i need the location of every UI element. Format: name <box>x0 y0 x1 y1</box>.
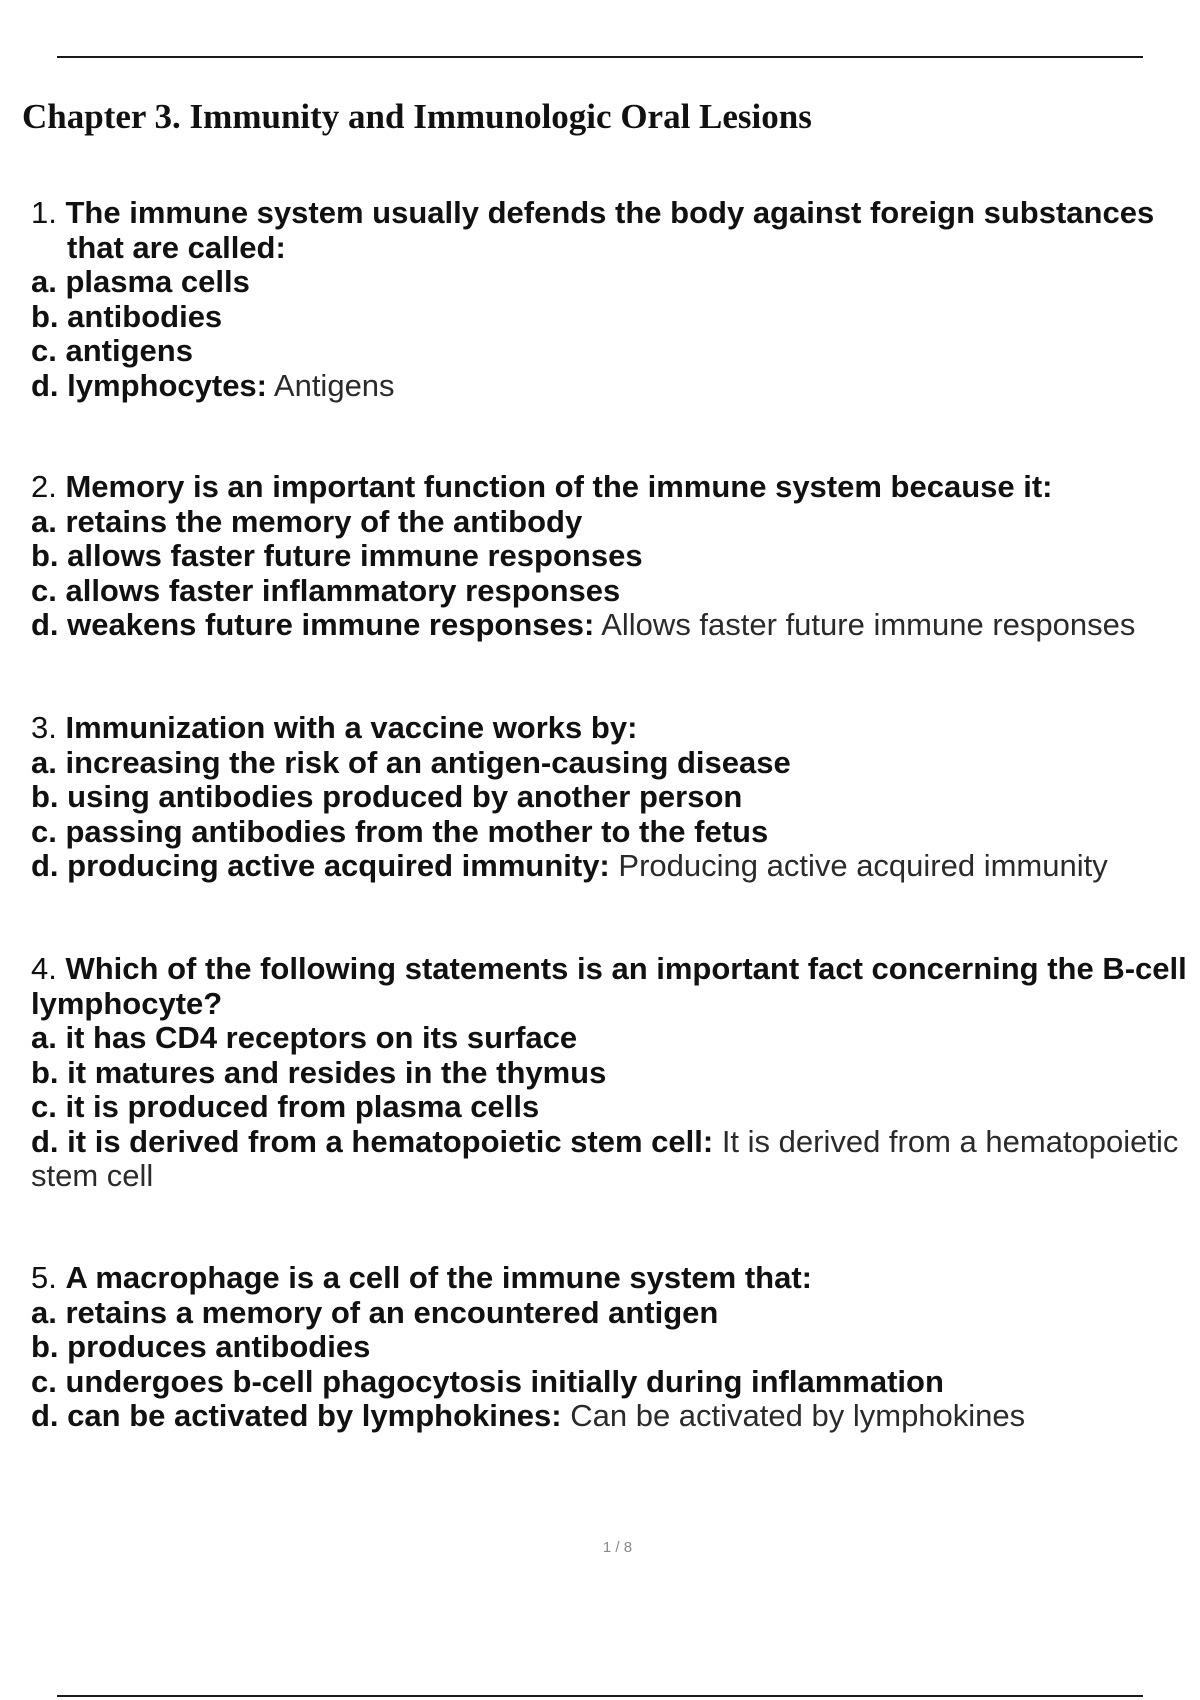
chapter-title: Chapter 3. Immunity and Immunologic Oral Lesions <box>22 97 812 136</box>
question-4-text: Which of the following statements is an important fact concerning the B-cell <box>65 951 1187 986</box>
question-1-stem <box>31 196 1200 231</box>
question-5-option-a: a. retains a memory of an encountered antigen <box>31 1294 719 1330</box>
question-2-text: Memory is an important function of the immune system because it: <box>65 469 1053 504</box>
question-1 <box>31 196 1200 403</box>
question-2-option-b: b. allows faster future immune responses <box>31 538 643 573</box>
question-4-answer-continued <box>31 1159 1200 1194</box>
question-1-option-d: d. lymphocytes: Antigens <box>31 367 395 403</box>
question-3-number: 3. <box>31 710 57 745</box>
question-1-answer: Antigens <box>273 367 395 403</box>
question-2-option-a: a. retains the memory of the antibody <box>31 503 583 539</box>
question-1-text: The immune system usually defends the body against foreign substances <box>65 195 1155 230</box>
question-2-stem <box>31 470 1200 505</box>
question-5-answer: Can be activated by lymphokines <box>570 1398 1026 1433</box>
question-1-text-line2: that are called: <box>67 229 286 265</box>
question-5 <box>31 1261 1200 1434</box>
question-2-number: 2. <box>31 469 57 504</box>
question-5-text: A macrophage is a cell of the immune system that: <box>65 1260 812 1295</box>
top-rule <box>57 56 1143 58</box>
question-3-option-a: a. increasing the risk of an antigen-causing disease <box>31 744 791 780</box>
question-2-option-d: d. weakens future immune responses: Allows faster future immune responses <box>31 607 1136 642</box>
bottom-rule <box>57 1695 1143 1697</box>
question-1-stem-continued <box>31 231 1200 266</box>
question-3-stem <box>31 711 1200 746</box>
page-number: 1 / 8 <box>602 1539 633 1556</box>
question-2-answer: Allows faster future immune responses <box>601 607 1136 642</box>
question-3-text: Immunization with a vaccine works by: <box>65 710 638 745</box>
question-5-option-c: c. undergoes b-cell phagocytosis initially during inflammation <box>31 1363 944 1399</box>
question-4-text-line2: lymphocyte? <box>31 985 223 1021</box>
question-5-number: 5. <box>31 1260 57 1295</box>
question-4-number: 4. <box>31 951 57 986</box>
question-4-option-c: c. it is produced from plasma cells <box>31 1089 540 1124</box>
question-2-option-c: c. allows faster inflammatory responses <box>31 572 621 608</box>
question-4-stem-continued <box>31 987 1200 1022</box>
question-5-stem <box>31 1261 1200 1296</box>
question-1-option-b: b. antibodies <box>31 298 223 334</box>
question-4-stem <box>31 952 1200 987</box>
question-1-option-c: c. antigens <box>31 333 193 368</box>
question-4 <box>31 952 1200 1194</box>
question-3-option-c: c. passing antibodies from the mother to the fetus <box>31 813 769 849</box>
question-5-option-b: b. produces antibodies <box>31 1329 371 1364</box>
question-1-option-a: a. plasma cells <box>31 264 250 299</box>
question-3-answer: Producing active acquired immunity <box>618 848 1108 883</box>
question-4-answer-line2: stem cell <box>31 1158 154 1193</box>
question-3 <box>31 711 1200 884</box>
question-4-option-d: d. it is derived from a hematopoietic stem cell: It is derived from a hematopoietic <box>31 1123 1179 1159</box>
question-4-answer: It is derived from a hematopoietic <box>721 1123 1179 1159</box>
question-5-option-d: d. can be activated by lymphokines: Can be activated by lymphokines <box>31 1398 1026 1433</box>
question-4-option-a: a. it has CD4 receptors on its surface <box>31 1020 578 1055</box>
question-3-option-b: b. using antibodies produced by another person <box>31 779 743 814</box>
question-2 <box>31 470 1200 643</box>
question-1-number: 1. <box>31 195 57 230</box>
question-4-option-b: b. it matures and resides in the thymus <box>31 1054 607 1090</box>
question-3-option-d: d. producing active acquired immunity: Producing active acquired immunity <box>31 848 1108 883</box>
